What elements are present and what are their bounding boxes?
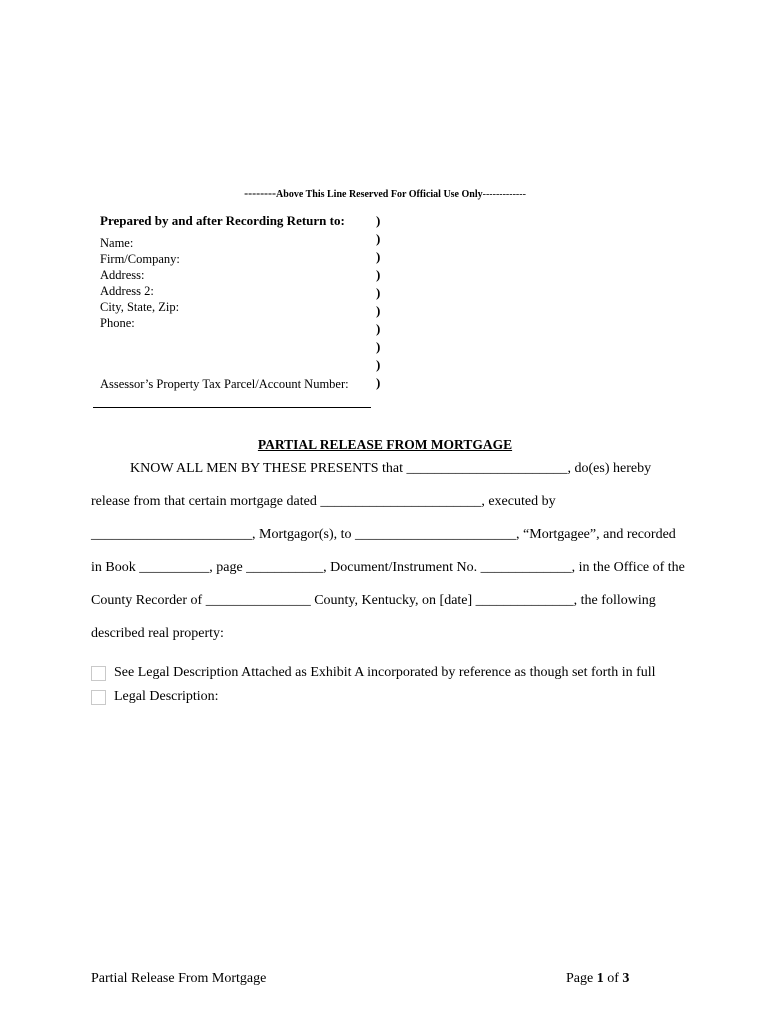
bracket-paren: ) <box>376 339 381 354</box>
body-line-5: County Recorder of _______________ County, Kentucky, on [date] ______________, the following <box>91 593 656 608</box>
bracket-paren: ) <box>376 249 381 264</box>
legal-description-label: Legal Description: <box>114 689 219 704</box>
footer-page-number <box>566 971 629 987</box>
document-title: PARTIAL RELEASE FROM MORTGAGE <box>257 437 513 452</box>
bracket-paren: ) <box>376 321 381 336</box>
official-use-text: Above This Line Reserved For Official Use Only <box>276 189 483 200</box>
body-line-4: in Book __________, page ___________, Document/Instrument No. _____________, in the Office of the <box>91 560 685 575</box>
field-address2-label: Address 2: <box>100 284 154 298</box>
bracket-paren: ) <box>376 303 381 318</box>
body-line-6: described real property: <box>91 626 224 641</box>
bracket-paren: ) <box>376 357 381 372</box>
body-line-1: KNOW ALL MEN BY THESE PRESENTS that _______________________, do(es) hereby <box>130 461 652 476</box>
field-parcel-label: Assessor’s Property Tax Parcel/Account Number: <box>100 377 349 391</box>
field-name-label: Name: <box>100 236 134 250</box>
body-line-2: release from that certain mortgage dated _______________________, executed by <box>91 494 556 509</box>
official-use-dashes-left: -------- <box>244 186 277 200</box>
bracket-paren: ) <box>376 213 381 228</box>
footer-document-name: Partial Release From Mortgage <box>91 971 267 986</box>
bracket-paren: ) <box>376 231 381 246</box>
bracket-paren: ) <box>376 267 381 282</box>
bracket-paren: ) <box>376 285 381 300</box>
field-phone-label: Phone: <box>100 316 135 330</box>
field-firm-label: Firm/Company: <box>100 252 180 266</box>
exhibit-a-checkbox[interactable] <box>91 666 106 681</box>
page-prefix: Page <box>566 971 594 986</box>
exhibit-a-label: See Legal Description Attached as Exhibit A incorporated by reference as though set forth in full <box>114 665 656 680</box>
page-total: 3 <box>622 971 630 986</box>
page-of: of <box>607 971 619 986</box>
parcel-number-rule <box>93 407 371 408</box>
field-address-label: Address: <box>100 268 145 282</box>
page-current: 1 <box>596 971 604 986</box>
body-line-3: _______________________, Mortgagor(s), to _______________________, “Mortgagee”, and recorded <box>91 527 676 542</box>
bracket-paren: ) <box>376 375 381 390</box>
preparer-block-title: Prepared by and after Recording Return to: <box>100 213 345 228</box>
official-use-dashes-right: ------------- <box>482 189 526 200</box>
legal-description-checkbox[interactable] <box>91 690 106 705</box>
field-city-state-zip-label: City, State, Zip: <box>100 300 180 314</box>
official-use-banner <box>0 186 770 201</box>
